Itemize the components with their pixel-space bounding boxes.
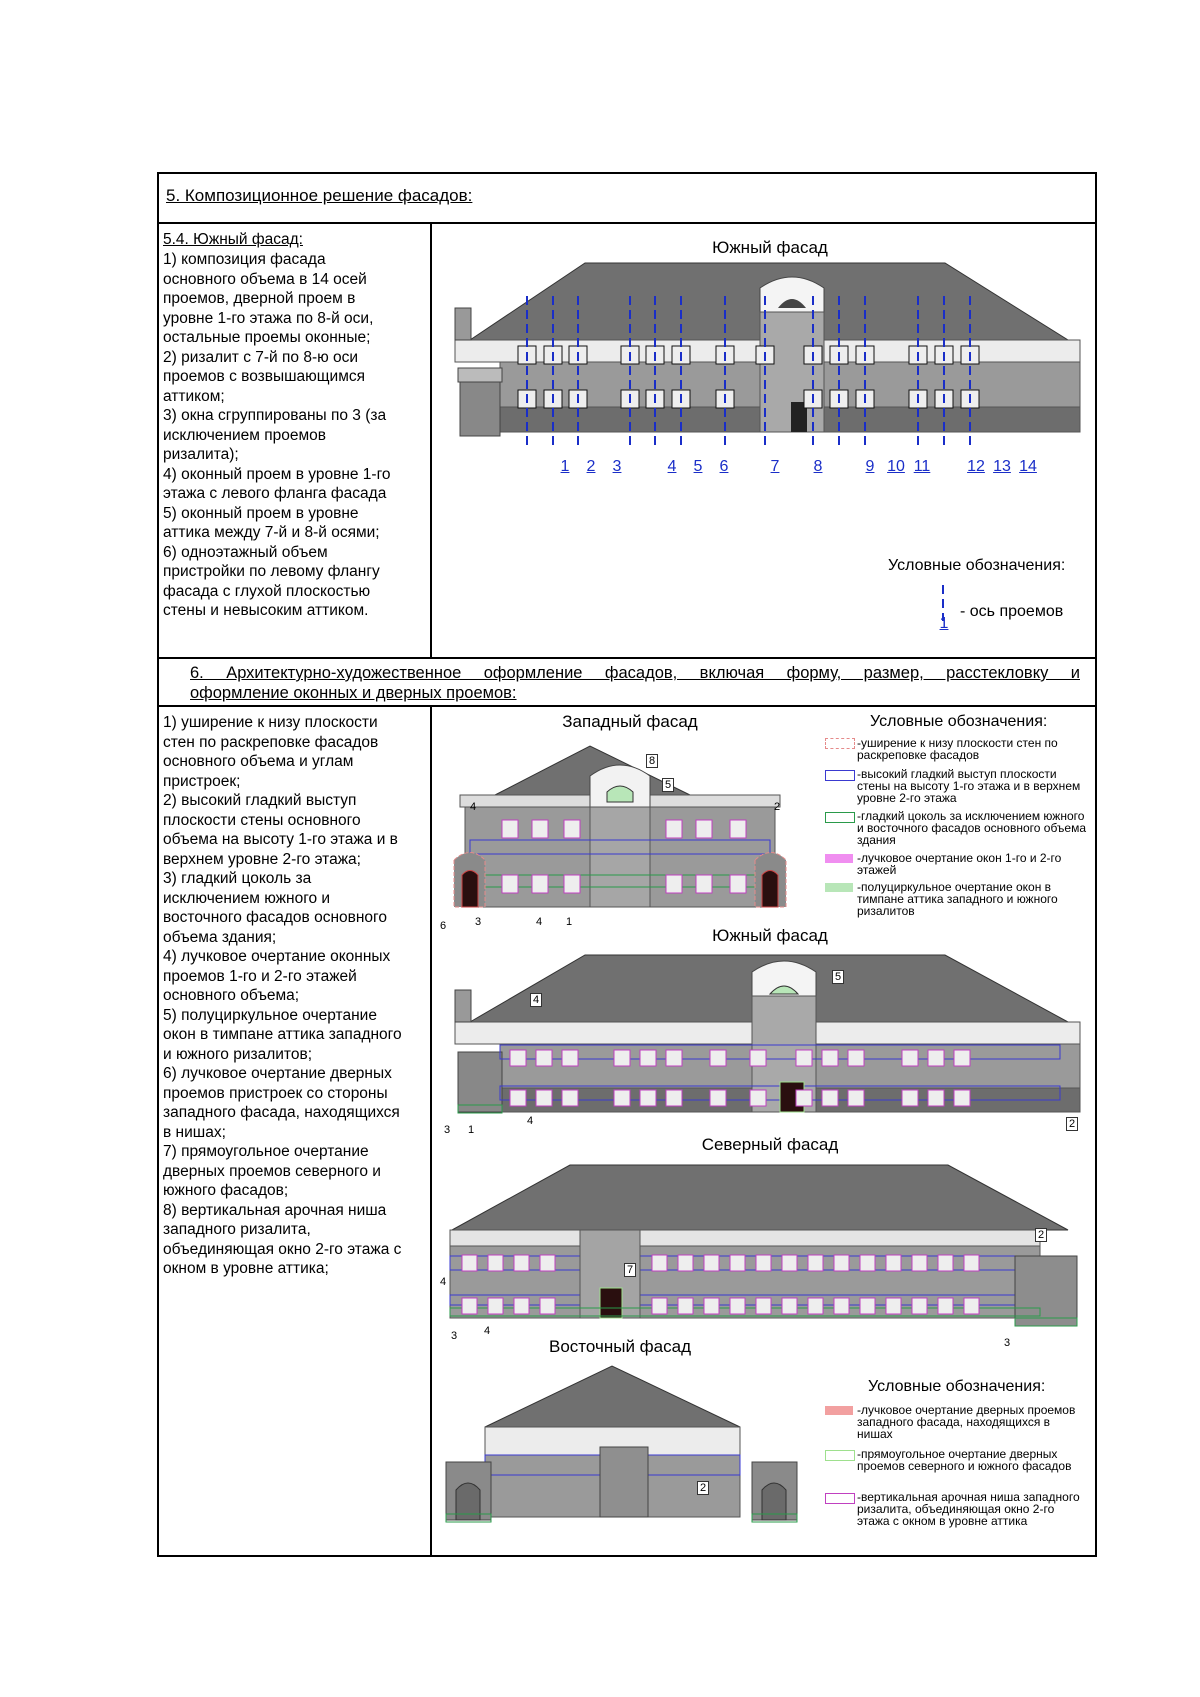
window	[704, 1298, 719, 1314]
list-item: окном в уровне аттика;	[163, 1260, 329, 1277]
list-item: 5) оконный проем в уровне	[163, 504, 359, 522]
list-item: 7) прямоугольное очертание	[163, 1143, 369, 1160]
window	[510, 1050, 526, 1066]
window	[912, 1298, 927, 1314]
window	[796, 1050, 812, 1066]
axis-label: 11	[913, 458, 931, 475]
window	[782, 1298, 797, 1314]
window	[462, 1255, 477, 1271]
window	[666, 820, 682, 838]
window	[562, 1050, 578, 1066]
list-item: фасада с глухой плоскостью	[163, 582, 371, 600]
window	[912, 1255, 927, 1271]
window	[796, 1090, 812, 1106]
window	[750, 1090, 766, 1106]
callout-label: 4	[470, 801, 477, 813]
window	[666, 1050, 682, 1066]
list-item: основного объема в 14 осей	[163, 270, 367, 288]
list-item: в нишах;	[163, 1123, 226, 1141]
callout-label: 2	[697, 1481, 709, 1495]
list-item: проемов пристроек со стороны	[163, 1084, 388, 1102]
list-item: 1) композиция фасада	[163, 251, 326, 268]
window	[860, 1298, 875, 1314]
list-item: 4) оконный проем в уровне 1-го	[163, 465, 391, 483]
list-item: аттиком;	[163, 387, 225, 405]
callout-label: 4	[440, 1276, 447, 1288]
list-item: восточного фасадов основного	[163, 909, 387, 926]
legend-axis-label: - ось проемов	[960, 603, 1064, 620]
window	[730, 820, 746, 838]
north-facade-title: Северный фасад	[701, 1135, 839, 1154]
list-item: проемов, дверной проем в	[163, 290, 356, 307]
callout-label: 6	[440, 920, 447, 932]
legend-swatch	[825, 1493, 855, 1504]
legend-title-west: Условные обозначения:	[870, 713, 1048, 730]
window	[564, 820, 580, 838]
window	[704, 1255, 719, 1271]
window	[822, 1090, 838, 1106]
window	[902, 1050, 918, 1066]
list-item: проемов с возвышающимся	[163, 368, 366, 385]
list-item: и южного ризалитов;	[163, 1045, 312, 1063]
callout-label: 5	[832, 970, 844, 984]
list-item: проемов 1-го и 2-го этажей	[163, 967, 357, 985]
callout-label: 2	[1066, 1117, 1078, 1131]
window	[750, 1050, 766, 1066]
south-facade-top-windows	[440, 260, 1090, 450]
section5-subheading: 5.4. Южный фасад:	[163, 231, 303, 248]
window	[822, 1050, 838, 1066]
callout-label: 1	[566, 916, 573, 928]
window	[886, 1255, 901, 1271]
window	[848, 1050, 864, 1066]
list-item: окон в тимпане аттика западного	[163, 1026, 402, 1043]
legend-swatch	[825, 1406, 853, 1415]
callout-label: 5	[662, 778, 674, 792]
west-facade-drawing	[440, 740, 810, 930]
window	[808, 1255, 823, 1271]
callout-label: 3	[451, 1330, 458, 1342]
window	[928, 1050, 944, 1066]
list-item: 5) полуциркульное очертание	[163, 1006, 377, 1024]
list-item: объема на высоту 1-го этажа и в	[163, 831, 398, 848]
list-item: исключением проемов	[163, 426, 326, 444]
list-item: 4) лучковое очертание оконных	[163, 948, 391, 965]
window	[964, 1298, 979, 1314]
axis-label: 9	[865, 458, 875, 475]
list-item: 6) одноэтажный объем	[163, 543, 328, 561]
callout-label: 3	[1004, 1337, 1011, 1349]
section6-heading-line2: оформление оконных и дверных проемов:	[190, 684, 517, 702]
window	[502, 875, 518, 893]
list-item: южного фасадов;	[163, 1182, 289, 1199]
list-item: 3) окна сгруппированы по 3 (за	[163, 407, 387, 424]
window	[562, 1090, 578, 1106]
section6-heading-line1: 6. Архитектурно-художественное оформление фасадов, включая форму, размер, расстекловку и	[190, 664, 1080, 682]
axis-label: 14	[1019, 458, 1037, 475]
list-item: 6) лучковое очертание дверных	[163, 1065, 392, 1082]
axis-label: 13	[993, 458, 1011, 475]
window	[756, 1298, 771, 1314]
south-facade-drawing	[440, 950, 1090, 1130]
window	[848, 1090, 864, 1106]
window	[834, 1255, 849, 1271]
row-divider-2	[157, 657, 1097, 659]
callout-label: 2	[774, 801, 781, 813]
list-item: дверных проемов северного и	[163, 1162, 381, 1180]
window	[488, 1255, 503, 1271]
legend-swatch	[825, 1450, 855, 1461]
list-item: 2) ризалит с 7-й по 8-ю оси	[163, 348, 359, 366]
row-divider-1	[157, 222, 1097, 224]
window	[532, 820, 548, 838]
axis-label: 12	[967, 458, 985, 475]
callout-label: 2	[1035, 1228, 1047, 1242]
window	[462, 1298, 477, 1314]
legend-item: -лучковое очертание дверных проемов западного фасада, находящихся в нишах	[857, 1403, 1076, 1441]
list-item: объема здания;	[163, 928, 277, 946]
callout-label: 4	[536, 916, 543, 928]
window	[678, 1255, 693, 1271]
window	[834, 1298, 849, 1314]
window	[488, 1298, 503, 1314]
list-item: 8) вертикальная арочная ниша	[163, 1201, 387, 1219]
axis-label: 10	[887, 458, 905, 475]
legend-axis-number: 1	[939, 615, 949, 632]
axis-label: 4	[667, 458, 677, 475]
callout-label: 4	[484, 1325, 491, 1337]
window	[860, 1255, 875, 1271]
window	[536, 1050, 552, 1066]
axis-label: 6	[719, 458, 729, 475]
section6-heading	[190, 663, 1080, 703]
window	[954, 1050, 970, 1066]
column-divider-1	[430, 222, 432, 657]
row-divider-3	[157, 705, 1097, 707]
legend-item: -высокий гладкий выступ плоскости стены на высоту 1-го этажа и в верхнем уровне 2-го этажа	[857, 767, 1081, 805]
legend-swatch	[825, 883, 853, 892]
window	[652, 1255, 667, 1271]
window	[808, 1298, 823, 1314]
window	[886, 1298, 901, 1314]
section5-heading: 5. Композиционное решение фасадов:	[166, 186, 473, 205]
window	[730, 875, 746, 893]
callout-label: 1	[468, 1124, 475, 1136]
window	[536, 1090, 552, 1106]
legend-title-top: Условные обозначения:	[888, 557, 1066, 574]
section6-items	[163, 713, 428, 1279]
legend-item: -вертикальная арочная ниша западного ризалита, объединяющая окно 2-го этажа с окном в уровне аттика	[857, 1490, 1080, 1528]
list-item: аттика между 7-й и 8-й осями;	[163, 524, 380, 541]
list-item: пристроек;	[163, 772, 241, 790]
legend-item: -прямоугольное очертание дверных проемов северного и южного фасадов	[857, 1447, 1072, 1473]
window	[902, 1090, 918, 1106]
list-item: западного ризалита,	[163, 1221, 311, 1238]
callout-label: 3	[444, 1124, 451, 1136]
window	[696, 820, 712, 838]
window	[756, 1255, 771, 1271]
list-item: объединяющая окно 2-го этажа с	[163, 1240, 402, 1258]
legend-item: -гладкий цоколь за исключением южного и восточного фасадов основного объема здания	[857, 809, 1087, 847]
window	[540, 1298, 555, 1314]
window	[514, 1298, 529, 1314]
window	[564, 875, 580, 893]
window	[614, 1090, 630, 1106]
axis-label: 3	[612, 458, 622, 475]
window	[652, 1298, 667, 1314]
north-facade-drawing	[440, 1160, 1090, 1340]
list-item: основного объема;	[163, 987, 300, 1004]
list-item: остальные проемы оконные;	[163, 329, 371, 346]
window	[510, 1090, 526, 1106]
south-facade-title: Южный фасад	[712, 926, 828, 945]
list-item: исключением южного и	[163, 889, 331, 907]
window	[666, 1090, 682, 1106]
axis-label: 5	[693, 458, 703, 475]
list-item: 3) гладкий цоколь за	[163, 870, 312, 887]
callout-label: 7	[624, 1263, 636, 1277]
list-item: 2) высокий гладкий выступ	[163, 792, 357, 809]
window	[730, 1298, 745, 1314]
callout-label: 4	[527, 1115, 534, 1127]
legend-swatch	[825, 738, 855, 749]
window	[640, 1050, 656, 1066]
list-item: уровне 1-го этажа по 8-й оси,	[163, 309, 374, 327]
legend-swatch	[825, 854, 853, 863]
window	[532, 875, 548, 893]
window	[502, 820, 518, 838]
window	[540, 1255, 555, 1271]
section5-items	[163, 250, 428, 621]
legend-item: -полуциркульное очертание окон в тимпане аттика западного и южного ризалитов	[857, 880, 1058, 918]
list-item: 1) уширение к низу плоскости	[163, 714, 378, 731]
list-item: западного фасада, находящихся	[163, 1104, 400, 1121]
list-item: верхнем уровне 2-го этажа;	[163, 850, 361, 868]
window	[928, 1090, 944, 1106]
list-item: основного объема и углам	[163, 753, 354, 770]
window	[514, 1255, 529, 1271]
window	[782, 1255, 797, 1271]
column-divider-2	[430, 705, 432, 1557]
legend-swatch	[825, 770, 855, 781]
legend-swatch	[825, 812, 855, 823]
window	[938, 1298, 953, 1314]
window	[614, 1050, 630, 1066]
window	[964, 1255, 979, 1271]
legend-title-east: Условные обозначения:	[868, 1378, 1046, 1395]
east-facade-drawing	[440, 1362, 810, 1552]
list-item: ризалита);	[163, 446, 239, 463]
list-item: стены и невысоким аттиком.	[163, 602, 369, 619]
legend-item: -уширение к низу плоскости стен по раскреповке фасадов	[857, 736, 1058, 762]
window	[730, 1255, 745, 1271]
axis-label: 8	[813, 458, 823, 475]
window	[696, 875, 712, 893]
callout-label: 3	[475, 916, 482, 928]
list-item: стен по раскреповке фасадов	[163, 733, 379, 751]
callout-label: 8	[646, 754, 658, 768]
window	[710, 1050, 726, 1066]
east-facade-title: Восточный фасад	[549, 1337, 691, 1356]
axis-label: 2	[586, 458, 596, 475]
window	[710, 1090, 726, 1106]
legend-item: -лучковое очертание окон 1-го и 2-го этажей	[857, 851, 1062, 877]
window	[938, 1255, 953, 1271]
window	[666, 875, 682, 893]
window	[954, 1090, 970, 1106]
list-item: пристройки по левому флангу	[163, 563, 380, 580]
list-item: плоскости стены основного	[163, 811, 361, 829]
list-item: этажа с левого фланга фасада	[163, 485, 387, 502]
axis-label: 1	[560, 458, 570, 475]
callout-label: 4	[530, 993, 542, 1007]
window	[640, 1090, 656, 1106]
axis-label: 7	[770, 458, 780, 475]
west-facade-title: Западный фасад	[562, 712, 698, 731]
window	[678, 1298, 693, 1314]
south-facade-title-top: Южный фасад	[712, 238, 828, 257]
